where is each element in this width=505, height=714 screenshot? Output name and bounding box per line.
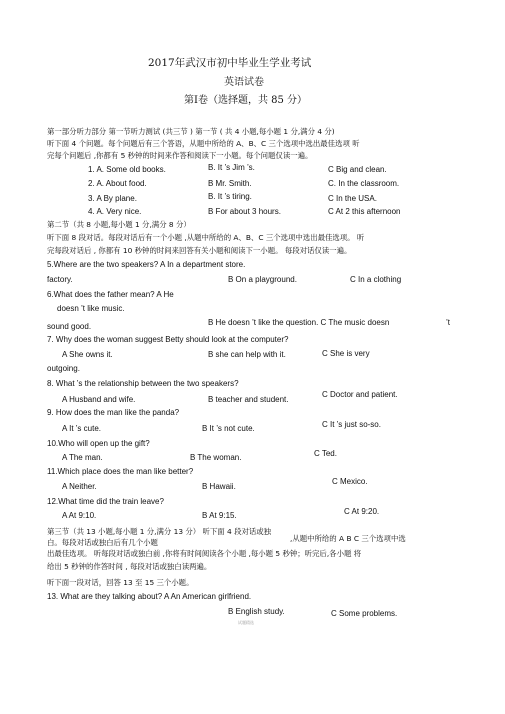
q9-option-c: C It ’s just so-so. <box>322 420 381 429</box>
q5-option-c: C In a clothing <box>350 275 402 284</box>
q8-option-b: B teacher and student. <box>208 395 289 404</box>
q5-stem: 5.Where are the two speakers? A In a department store. <box>47 260 246 269</box>
part3-heading-overlap: ,从题中所给的 A B C 三个选项中选 <box>290 534 406 543</box>
q1-option-c: C Big and clean. <box>328 165 387 174</box>
q12-option-b: B At 9:15. <box>202 511 237 520</box>
q10-option-c: C Ted. <box>314 449 337 458</box>
q6-option-b: B He doesn ’t like the question. C The music doesn <box>208 318 390 327</box>
watermark-mark: 试题精选 <box>238 620 254 625</box>
q4-option-c: C At 2 this afternoon <box>328 207 401 216</box>
q6-stem: 6.What does the father mean? A He <box>47 290 174 299</box>
q10-option-b: B The woman. <box>190 453 242 462</box>
q5-option-b: B On a playground. <box>228 275 297 284</box>
q6-option-a-tail: doesn ’t like music. <box>57 304 125 313</box>
q11-option-b: B Hawaii. <box>202 482 236 491</box>
q13-option-c: C Some problems. <box>331 609 398 618</box>
part2-instruction: 完每段对话后 , 你都有 10 秒钟的时间来回答有关小题和阅读下一小题。 每段对话仅读一遍。 <box>47 246 352 255</box>
q6-option-c-tail: sound good. <box>47 322 92 331</box>
q7-option-b: B she can help with it. <box>208 350 286 359</box>
q13-stem: 13. What are they talking about? A An American girlfriend. <box>47 592 252 601</box>
part3-group-instruction: 听下面一段对话，回答 13 至 15 三个小题。 <box>47 578 194 587</box>
document-title: 2017年武汉市初中毕业生学业考试 <box>148 57 312 69</box>
q7-option-c-tail: outgoing. <box>47 364 80 373</box>
q8-option-c: C Doctor and patient. <box>322 390 398 399</box>
q12-option-c: C At 9:20. <box>344 507 380 516</box>
part3-cut-line-clip <box>47 538 167 547</box>
volume-title: 第Ⅰ卷（选择题，共 85 分） <box>184 95 308 106</box>
q12-option-a: A At 9:10. <box>62 511 97 520</box>
q2-option-a: 2. A. About food. <box>88 179 147 188</box>
q10-stem: 10.Who will open up the gift? <box>47 439 150 448</box>
q2-option-b: B Mr. Smith. <box>208 179 252 188</box>
q11-stem: 11.Which place does the man like better? <box>47 467 194 476</box>
q4-option-a: 4. A. Very nice. <box>88 207 142 216</box>
q3-option-b: B. It ’s tiring. <box>208 192 252 201</box>
part1-instruction: 听下面 4 个问题。每个问题后有三个答语，从题中所给的 A、B、C 三个选项中选出最佳选项 听 <box>47 139 360 148</box>
q13-option-b: B English study. <box>228 607 285 616</box>
q12-stem: 12.What time did the train leave? <box>47 497 164 506</box>
q11-option-a: A Neither. <box>62 482 97 491</box>
q7-option-a: A She owns it. <box>62 350 113 359</box>
part3-instruction: 给出 5 秒钟的作答时间 , 每段对话或独白读两遍。 <box>47 562 212 571</box>
q1-option-a: 1. A. Some old books. <box>88 165 166 174</box>
q9-stem: 9. How does the man like the panda? <box>47 408 180 417</box>
q3-option-a: 3. A By plane. <box>88 194 137 203</box>
part3-heading: 第三节（共 13 小题,每小题 1 分,满分 13 分） 听下面 4 段对话或独 <box>47 527 272 536</box>
q8-stem: 8. What ’s the relationship between the two speakers? <box>47 379 239 388</box>
q2-option-c: C. In the classroom. <box>328 179 400 188</box>
q6-option-c-quote: ’t <box>446 318 450 327</box>
q7-option-c: C She is very <box>322 349 370 358</box>
q11-option-c: C Mexico. <box>332 477 368 486</box>
q3-option-c: C In the USA. <box>328 194 377 203</box>
part1-instruction: 完每个问题后 ,你都有 5 秒钟的时间来作答和阅读下一小题。每个问题仅读一遍。 <box>47 151 313 160</box>
part3-cut-line: 白。每段对话或独白后有几个小题 <box>47 538 158 547</box>
subject-title: 英语试卷 <box>224 77 264 88</box>
q5-option-a-tail: factory. <box>47 275 73 284</box>
part2-instruction: 听下面 8 段对话。每段对话后有一个小题 ,从题中所给的 A、B、C 三个选项中选出最佳选项。 听 <box>47 233 365 242</box>
part3-instruction: 出最佳选项。 听每段对话或独白前 ,你将有时间阅读各个小题 ,每小题 5 秒钟；听完后,各小题 将 <box>47 549 362 558</box>
q4-option-b: B For about 3 hours. <box>208 207 281 216</box>
q10-option-a: A The man. <box>62 453 103 462</box>
q8-option-a: A Husband and wife. <box>62 395 136 404</box>
part1-heading: 第一部分听力部分 第一节听力测试 (共三节 ) 第一节 ( 共 4 小题,每小题 1 分,满分 4 分) <box>47 127 335 136</box>
q7-stem: 7. Why does the woman suggest Betty should look at the computer? <box>47 335 289 344</box>
q9-option-a: A It ’s cute. <box>62 424 101 433</box>
part2-heading: 第二节（共 8 小题,每小题 1 分,满分 8 分） <box>47 220 191 229</box>
q9-option-b: B It ’s not cute. <box>202 424 255 433</box>
q1-option-b: B. It ’s Jim ’s. <box>208 163 255 172</box>
